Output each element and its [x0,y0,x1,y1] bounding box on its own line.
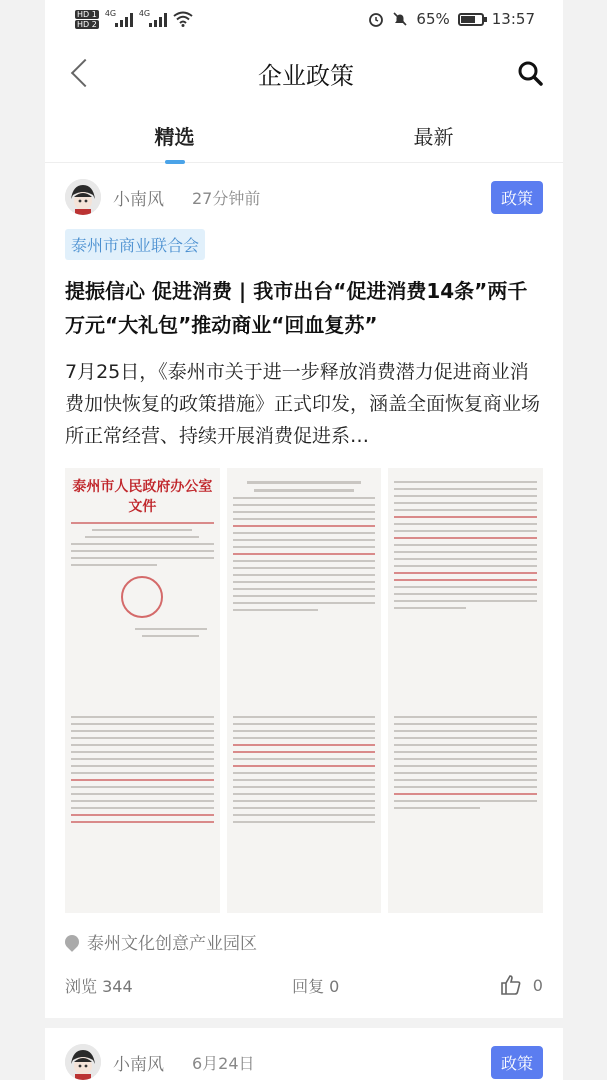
category-badge[interactable]: 政策 [491,181,543,214]
back-chevron-icon[interactable] [71,59,99,87]
author-info [65,179,260,215]
author-name[interactable]: 小南风 [113,1054,164,1075]
seal-image [121,576,163,618]
post-summary[interactable]: 7月25日，《泰州市关于进一步释放消费潜力促进商业消费加快恢复的政策措施》正式印发，涵盖全面恢复商业场所正常经营、持续开展消费促进系… [65,361,541,447]
alarm-icon [368,11,384,27]
tab-latest[interactable]: 最新 [413,124,454,149]
thumbs-up-icon [499,973,523,997]
sim2-label: HD 2 [77,19,97,29]
mute-icon [392,11,408,27]
post-header [65,1044,543,1080]
org-tag[interactable]: 泰州市商业联合会 [65,229,205,260]
nav-bar [45,38,563,108]
search-icon[interactable] [517,60,543,86]
doc-title: 泰州市人民政府办公室文件 [72,479,213,515]
avatar[interactable] [65,1044,101,1080]
views-count: 浏览 344 [65,976,133,996]
post-image[interactable] [65,703,220,913]
wifi-icon [173,11,193,27]
app-frame [45,0,563,1080]
status-left [75,10,193,29]
net2-label: 4G [138,9,151,18]
like-button[interactable] [499,973,543,997]
image-row [65,468,543,703]
sim-indicators [75,10,99,29]
status-right [368,10,535,28]
signal-2-icon [139,11,167,27]
post-time: 27分钟前 [192,188,261,208]
signal-1-icon [105,11,133,27]
post-image[interactable] [227,703,382,913]
post-card[interactable] [45,1028,563,1080]
tab-featured[interactable]: 精选 [125,121,225,150]
post-image[interactable] [65,468,220,703]
author-info [65,1044,255,1080]
tab-bar [45,108,563,163]
post-image[interactable] [388,468,543,703]
post-title[interactable]: 提振信心 促进消费 | 我市出台“促进消费14条”两千万元“大礼包”推动商业“回血复苏” [65,279,528,337]
avatar[interactable] [65,179,101,215]
battery-percent: 65% [416,10,450,28]
post-image[interactable] [388,703,543,913]
battery-icon [458,13,484,26]
replies-count[interactable]: 回复 0 [292,976,340,996]
category-badge[interactable]: 政策 [491,1046,543,1079]
net1-label: 4G [104,9,117,18]
post-divider [45,1018,563,1028]
post-header [65,179,543,215]
location[interactable] [65,929,543,954]
image-row [65,703,543,913]
post-card[interactable] [45,163,563,1000]
location-pin-icon [62,932,82,952]
post-image[interactable] [227,468,382,703]
author-name[interactable]: 小南风 [113,189,164,210]
status-bar [45,0,563,38]
like-count: 0 [532,975,543,995]
page-title: 企业政策 [258,61,354,90]
post-stats [65,970,543,1000]
post-time: 6月24日 [192,1053,255,1073]
location-text: 泰州文化创意产业园区 [87,934,257,954]
sim1-label: HD 1 [77,9,97,19]
clock: 13:57 [491,10,535,28]
